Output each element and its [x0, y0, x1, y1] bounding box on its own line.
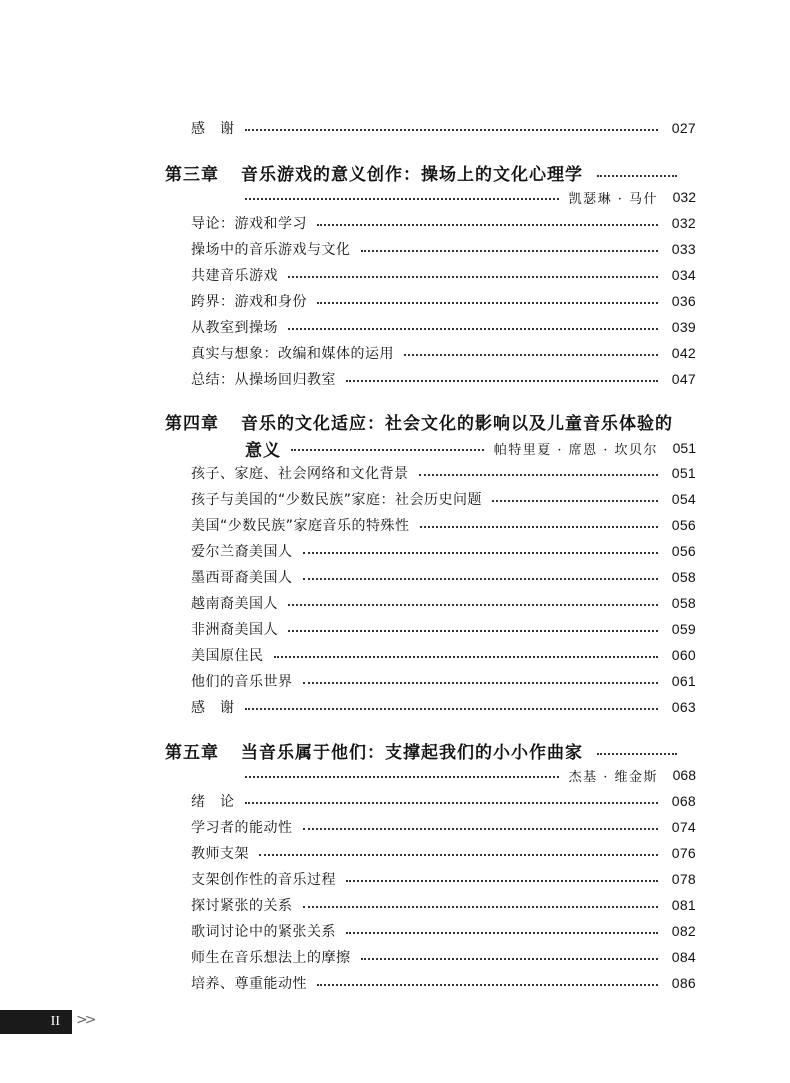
- toc-entry-page: 034: [671, 267, 696, 283]
- toc-entry-page: 056: [671, 517, 696, 533]
- toc-entry-label: 越南裔美国人: [191, 596, 278, 612]
- toc-entry[interactable]: [191, 642, 696, 668]
- toc-entry-label: 绪 论: [191, 794, 235, 810]
- toc-entry[interactable]: [191, 788, 696, 814]
- chapter-title: 音乐游戏的意义创作：操场上的文化心理学: [241, 164, 583, 185]
- toc-entry-page: 063: [671, 699, 696, 715]
- toc-entry[interactable]: [191, 892, 696, 918]
- leader-dots: [303, 828, 659, 830]
- leader-dots: [288, 276, 658, 278]
- chapter-5-author-line: [245, 762, 696, 788]
- toc-entry-label: 从教室到操场: [191, 320, 278, 336]
- toc-entry-label: 总结：从操场回归教室: [191, 372, 336, 388]
- toc-entry[interactable]: [191, 210, 696, 236]
- toc-entry-label: 感 谢: [191, 121, 235, 137]
- chapter-title: 当音乐属于他们：支撑起我们的小小作曲家: [241, 742, 583, 763]
- toc-entry-page: 074: [671, 819, 696, 835]
- toc-entry-label: 歌词讨论中的紧张关系: [191, 924, 336, 940]
- toc-entry-page: 033: [671, 241, 696, 257]
- toc-entry-page: 058: [671, 569, 696, 585]
- toc-entry-label: 他们的音乐世界: [191, 674, 293, 690]
- toc-entry-label: 孩子与美国的“少数民族”家庭：社会历史问题: [191, 492, 483, 508]
- chapter-author: 凯瑟琳 · 马什: [568, 191, 658, 207]
- toc-entry-label: 培养、尊重能动性: [191, 976, 307, 992]
- toc-entry-page: 076: [671, 845, 696, 861]
- toc-entry-page: 082: [671, 923, 696, 939]
- leader-dots: [404, 354, 658, 356]
- leader-dots: [492, 500, 658, 502]
- toc-entry-label: 非洲裔美国人: [191, 622, 278, 638]
- toc-entry-label: 教师支架: [191, 846, 249, 862]
- toc-entry-label: 美国“少数民族”家庭音乐的特殊性: [191, 518, 410, 534]
- toc-entry[interactable]: [191, 970, 696, 996]
- leader-dots: [361, 958, 659, 960]
- toc-entry[interactable]: [191, 486, 696, 512]
- leader-dots: [245, 129, 659, 131]
- toc-entry[interactable]: [191, 918, 696, 944]
- toc-entry-label: 孩子、家庭、社会网络和文化背景: [191, 466, 409, 482]
- leader-dots: [274, 656, 659, 658]
- leader-dots: [361, 250, 659, 252]
- leader-dots: [259, 854, 658, 856]
- toc-entry[interactable]: [191, 115, 696, 141]
- toc-entry-label: 探讨紧张的关系: [191, 898, 293, 914]
- leader-dots: [303, 682, 659, 684]
- toc-entry-page: 078: [671, 871, 696, 887]
- toc-entry-page: 047: [671, 371, 696, 387]
- toc-entry-page: 084: [671, 949, 696, 965]
- leader-dots: [420, 526, 658, 528]
- toc-entry[interactable]: [191, 512, 696, 538]
- leader-dots: [317, 224, 658, 226]
- toc-entry-page: 060: [671, 647, 696, 663]
- toc-entry-label: 导论：游戏和学习: [191, 216, 307, 232]
- leader-dots: [597, 753, 677, 755]
- leader-dots: [317, 302, 658, 304]
- toc-entry[interactable]: [191, 366, 696, 392]
- toc-entry-page: 081: [671, 897, 696, 913]
- toc-entry-page: 039: [671, 319, 696, 335]
- toc-entry[interactable]: [191, 616, 696, 642]
- leader-dots: [346, 380, 658, 382]
- leader-dots: [245, 708, 659, 710]
- toc-entry[interactable]: [191, 694, 696, 720]
- leader-dots: [419, 474, 659, 476]
- toc-entry-page: 056: [671, 543, 696, 559]
- toc-entry[interactable]: [191, 564, 696, 590]
- toc-entry[interactable]: [191, 668, 696, 694]
- toc-entry-page: 036: [671, 293, 696, 309]
- leader-dots: [346, 880, 658, 882]
- toc-entry-page: 059: [671, 621, 696, 637]
- leader-dots: [291, 449, 484, 451]
- page-number-tab: [0, 1010, 72, 1034]
- toc-entry[interactable]: [191, 840, 696, 866]
- toc-entry-label: 操场中的音乐游戏与文化: [191, 242, 351, 258]
- toc-entry-label: 墨西哥裔美国人: [191, 570, 293, 586]
- chapter-4-author-line: [245, 435, 696, 461]
- toc-entry-label: 支架创作性的音乐过程: [191, 872, 336, 888]
- leader-dots: [317, 984, 658, 986]
- toc-entry[interactable]: [191, 866, 696, 892]
- leader-dots: [346, 932, 658, 934]
- toc-entry[interactable]: [191, 340, 696, 366]
- chapter-author: 帕特里夏 · 席恩 · 坎贝尔: [493, 442, 658, 458]
- chapter-number: 第四章: [165, 413, 219, 434]
- chapter-title: 音乐的文化适应：社会文化的影响以及儿童音乐体验的: [241, 413, 673, 434]
- chapter-number: 第三章: [165, 164, 219, 185]
- leader-dots: [245, 802, 659, 804]
- toc-entry-label: 学习者的能动性: [191, 820, 293, 836]
- toc-entry-page: 061: [671, 673, 696, 689]
- chapter-author: 杰基 · 维金斯: [568, 769, 658, 785]
- toc-entry-label: 跨界：游戏和身份: [191, 294, 307, 310]
- leader-dots: [245, 198, 559, 200]
- leader-dots: [303, 906, 659, 908]
- toc-entry-page: 032: [671, 215, 696, 231]
- chapter-page: 068: [672, 767, 696, 783]
- leader-dots: [288, 328, 658, 330]
- toc-entry-label: 爱尔兰裔美国人: [191, 544, 293, 560]
- chapter-number: 第五章: [165, 742, 219, 763]
- chapter-page: 051: [672, 440, 696, 456]
- toc-entry[interactable]: [191, 538, 696, 564]
- toc-entry[interactable]: [191, 590, 696, 616]
- leader-dots: [303, 578, 659, 580]
- chapter-3-author-line: [245, 184, 696, 210]
- toc-entry-label: 师生在音乐想法上的摩擦: [191, 950, 351, 966]
- double-chevron-icon: >>: [76, 1012, 94, 1028]
- leader-dots: [597, 175, 677, 177]
- toc-entry[interactable]: [191, 262, 696, 288]
- leader-dots: [245, 776, 559, 778]
- toc-entry-label: 真实与想象：改编和媒体的运用: [191, 346, 394, 362]
- toc-entry-page: 027: [671, 120, 696, 136]
- toc-entry[interactable]: [191, 288, 696, 314]
- leader-dots: [303, 552, 659, 554]
- toc-entry-page: 051: [671, 465, 696, 481]
- toc-entry[interactable]: [191, 236, 696, 262]
- toc-entry[interactable]: [191, 944, 696, 970]
- toc-entry-page: 058: [671, 595, 696, 611]
- chapter-3-heading[interactable]: [165, 157, 677, 187]
- chapter-5-heading[interactable]: [165, 735, 677, 765]
- chapter-title-continued: 意义: [245, 440, 281, 461]
- chapter-page: 032: [672, 189, 696, 205]
- chapter-4-heading[interactable]: [165, 406, 673, 436]
- leader-dots: [288, 604, 658, 606]
- toc-entry[interactable]: [191, 314, 696, 340]
- toc-entry-page: 054: [671, 491, 696, 507]
- leader-dots: [288, 630, 658, 632]
- toc-entry[interactable]: [191, 460, 696, 486]
- toc-entry-page: 086: [671, 975, 696, 991]
- page-number: II: [50, 1014, 60, 1029]
- toc-entry-label: 共建音乐游戏: [191, 268, 278, 284]
- toc-entry[interactable]: [191, 814, 696, 840]
- toc-entry-label: 美国原住民: [191, 648, 264, 664]
- toc-entry-label: 感 谢: [191, 700, 235, 716]
- toc-entry-page: 042: [671, 345, 696, 361]
- toc-entry-page: 068: [671, 793, 696, 809]
